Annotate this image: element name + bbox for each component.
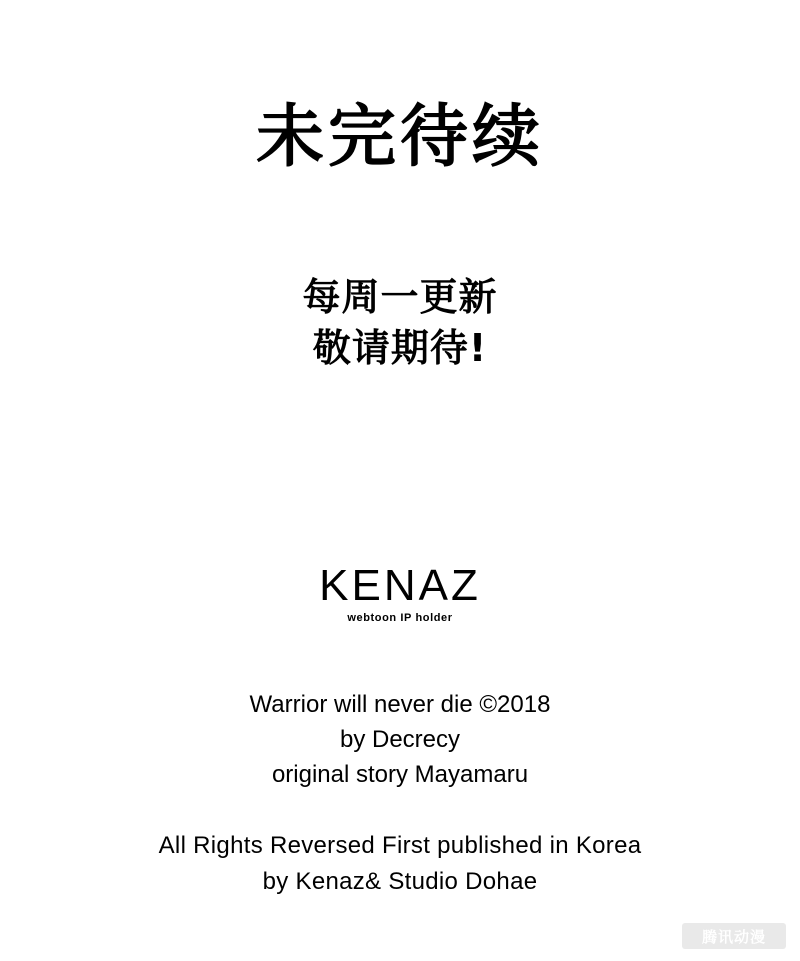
publisher-tagline: webtoon IP holder: [347, 612, 453, 625]
copyright-credits: [0, 688, 800, 792]
publisher-name: KENAZ: [319, 561, 481, 610]
rights-notice-line-1: All Rights Reversed First published in Korea: [158, 832, 642, 859]
rights-notice: [0, 828, 800, 900]
update-schedule-block: [0, 272, 800, 375]
publisher-logo: [0, 563, 800, 624]
to-be-continued-headline: 未完待续: [255, 98, 544, 177]
credit-author: by Decrecy: [339, 725, 461, 753]
rights-notice-line-2: by Kenaz& Studio Dohae: [262, 868, 538, 895]
credit-title-copyright: Warrior will never die ©2018: [249, 691, 551, 718]
update-schedule-line-2: 敬请期待!: [312, 326, 488, 371]
update-schedule-line-1: 每周一更新: [302, 275, 498, 319]
credit-original-story: original story Mayamaru: [271, 760, 529, 788]
site-watermark: 腾讯动漫: [682, 923, 786, 949]
